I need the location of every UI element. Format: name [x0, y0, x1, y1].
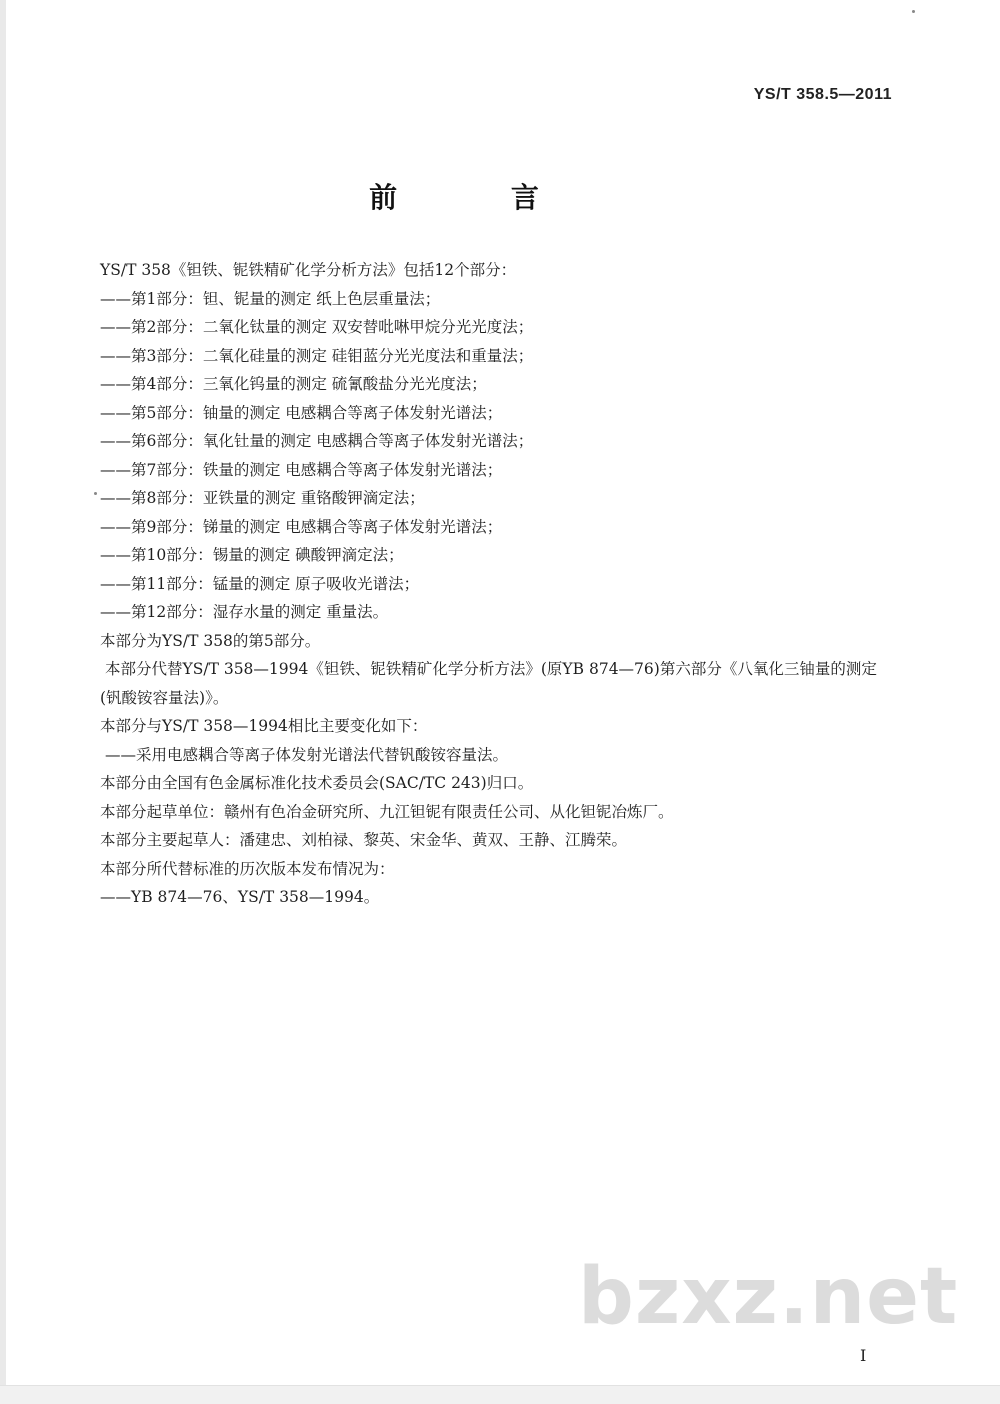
scan-speck — [912, 10, 915, 13]
part-item: ——第7部分：铁量的测定 电感耦合等离子体发射光谱法； — [100, 460, 503, 479]
committee-statement: 本部分由全国有色金属标准化技术委员会(SAC/TC 243)归口。 — [100, 774, 534, 792]
history-intro: 本部分所代替标准的历次版本发布情况为： — [100, 859, 395, 878]
page-title: 前 言 — [369, 181, 591, 214]
part-item: ——第11部分：锰量的测定 原子吸收光谱法； — [100, 574, 420, 593]
part-item: ——第5部分：铀量的测定 电感耦合等离子体发射光谱法； — [100, 403, 503, 422]
drafters-statement: 本部分主要起草人：潘建忠、刘柏禄、黎英、宋金华、黄双、王静、江腾荣。 — [100, 831, 628, 849]
this-part-statement: 本部分为YS/T 358的第5部分。 — [100, 631, 321, 650]
scan-bottom-band — [0, 1385, 1000, 1404]
history-item: ——YB 874—76、YS/T 358—1994。 — [100, 888, 380, 906]
part-item: ——第1部分：钽、铌量的测定 纸上色层重量法； — [100, 289, 441, 308]
part-item: ——第8部分：亚铁量的测定 重铬酸钾滴定法； — [100, 489, 425, 507]
part-item: ——第3部分：二氧化硅量的测定 硅钼蓝分光光度法和重量法； — [100, 346, 534, 365]
scan-speck — [94, 492, 97, 495]
part-item: ——第9部分：锑量的测定 电感耦合等离子体发射光谱法； — [100, 517, 503, 536]
change-item: ——采用电感耦合等离子体发射光谱法代替钒酸铵容量法。 — [105, 745, 509, 764]
foreword-body — [100, 256, 895, 912]
replaces-statement: 本部分代替YS/T 358—1994《钽铁、铌铁精矿化学分析方法》(原YB 874—76)第六部分《八氧化三铀量的测定(钒酸铵容量法)》。 — [100, 660, 877, 707]
part-item: ——第2部分：二氧化钛量的测定 双安替吡啉甲烷分光光度法； — [100, 318, 534, 336]
part-item: ——第4部分：三氧化钨量的测定 硫氰酸盐分光光度法； — [100, 375, 487, 393]
intro-line: YS/T 358《钽铁、铌铁精矿化学分析方法》包括12个部分： — [100, 261, 517, 279]
standard-code: YS/T 358.5—2011 — [753, 86, 892, 103]
changes-intro: 本部分与YS/T 358—1994相比主要变化如下： — [100, 717, 428, 735]
watermark-text: bzxz.net — [578, 1252, 959, 1342]
part-item: ——第10部分：锡量的测定 碘酸钾滴定法； — [100, 546, 404, 564]
part-item: ——第6部分：氧化钍量的测定 电感耦合等离子体发射光谱法； — [100, 432, 534, 450]
page-number: I — [860, 1346, 867, 1365]
part-item: ——第12部分：湿存水量的测定 重量法。 — [100, 603, 389, 621]
drafting-units-statement: 本部分起草单位：赣州有色冶金研究所、九江钽铌有限责任公司、从化钽铌冶炼厂。 — [100, 802, 674, 821]
